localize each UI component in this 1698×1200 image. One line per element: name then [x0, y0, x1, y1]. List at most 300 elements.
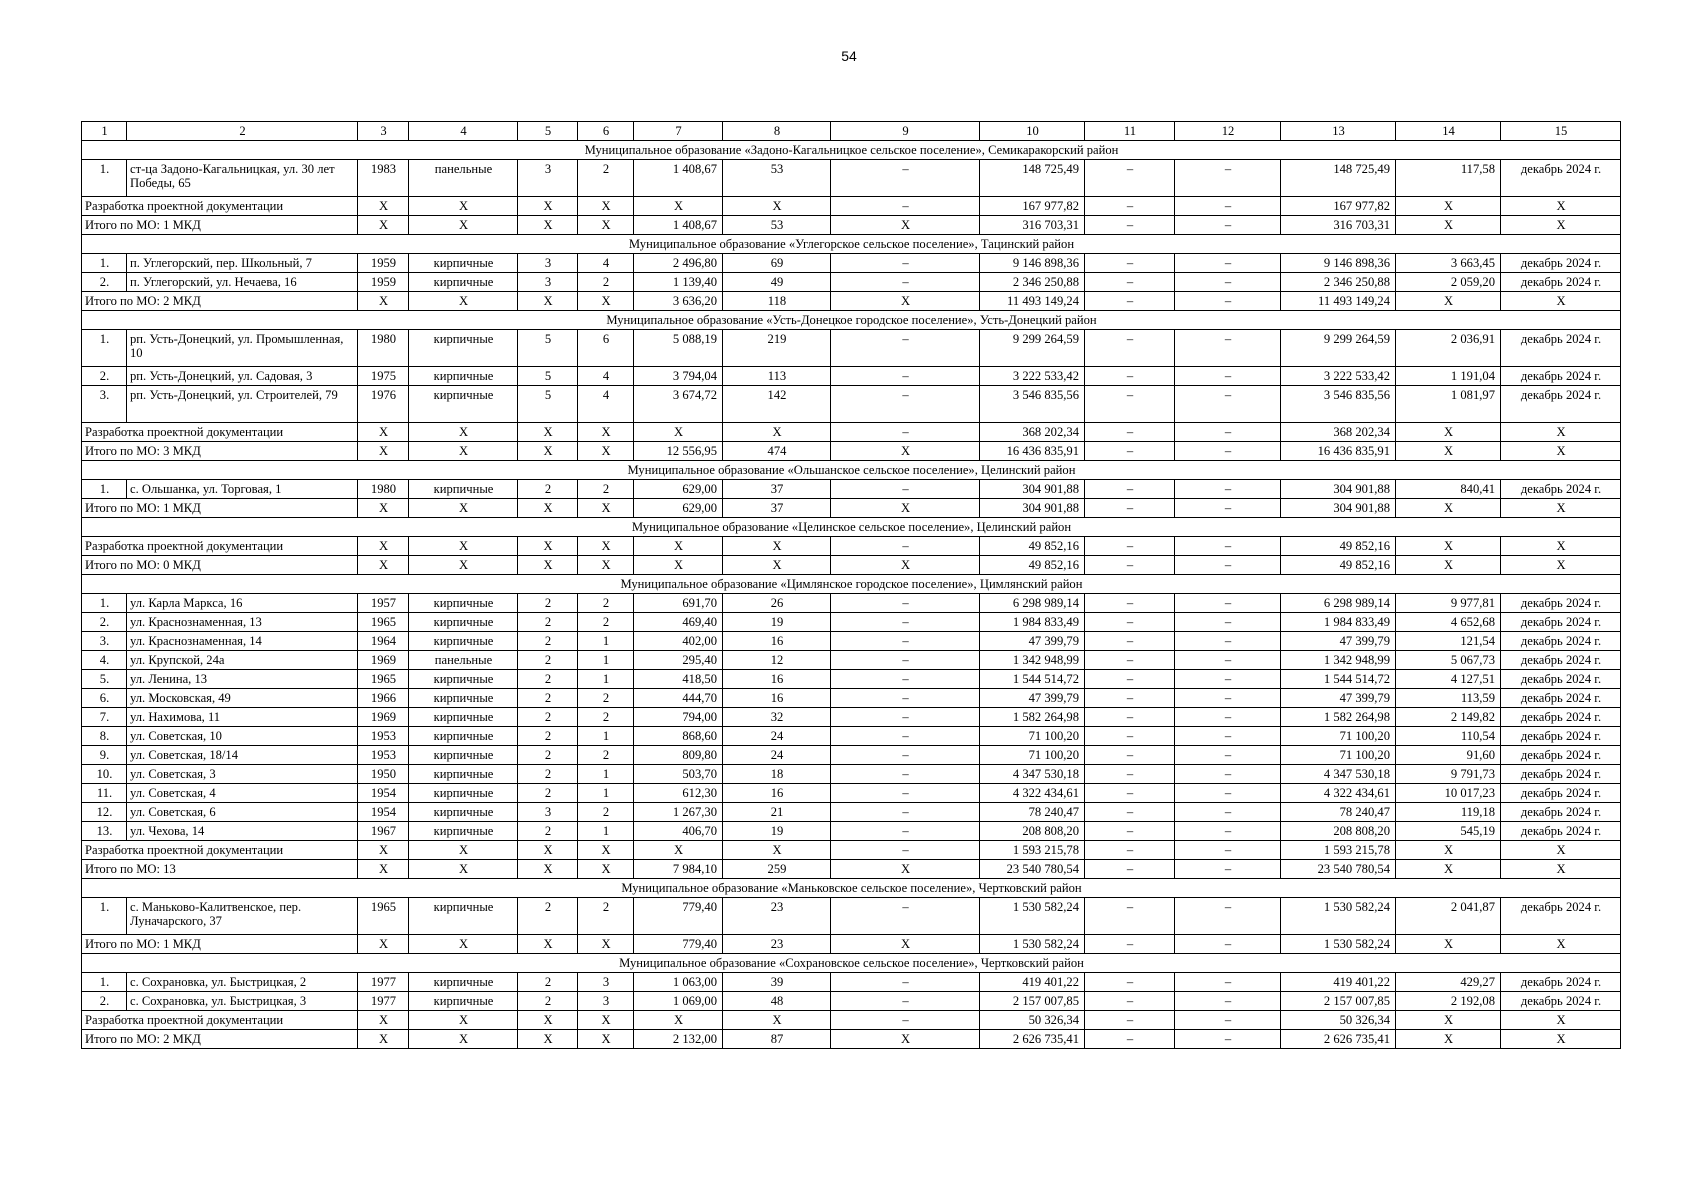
total-row: [82, 556, 1621, 575]
table-cell: –: [1085, 160, 1175, 197]
table-cell: 316 703,31: [980, 216, 1085, 235]
table-cell: –: [1175, 423, 1281, 442]
table-cell: кирпичные: [409, 708, 518, 727]
table-cell: 5: [518, 330, 578, 367]
table-cell: X: [1501, 499, 1621, 518]
table-cell: 2 626 735,41: [1281, 1030, 1396, 1049]
table-cell: –: [1085, 423, 1175, 442]
table-cell: кирпичные: [409, 822, 518, 841]
table-cell: декабрь 2024 г.: [1501, 973, 1621, 992]
table-cell: 5 088,19: [634, 330, 723, 367]
table-cell: X: [518, 860, 578, 879]
table-cell: –: [831, 841, 980, 860]
table-cell: декабрь 2024 г.: [1501, 367, 1621, 386]
column-header: 1: [82, 122, 127, 141]
table-cell: 21: [723, 803, 831, 822]
table-cell: X: [409, 860, 518, 879]
table-cell: 2 626 735,41: [980, 1030, 1085, 1049]
table-cell: 49 852,16: [980, 537, 1085, 556]
table-cell: 1 139,40: [634, 273, 723, 292]
table-cell: X: [634, 197, 723, 216]
table-cell: 208 808,20: [1281, 822, 1396, 841]
table-cell: 118: [723, 292, 831, 311]
table-cell: 37: [723, 499, 831, 518]
table-cell: –: [831, 273, 980, 292]
table-cell: X: [409, 1030, 518, 1049]
row-label: Разработка проектной документации: [82, 841, 358, 860]
column-header: 11: [1085, 122, 1175, 141]
table-cell: –: [831, 613, 980, 632]
table-cell: –: [1085, 632, 1175, 651]
table-cell: 1969: [358, 708, 409, 727]
table-cell: 16: [723, 784, 831, 803]
table-cell: –: [1175, 935, 1281, 954]
table-cell: 1 069,00: [634, 992, 723, 1011]
table-row: [82, 160, 1621, 197]
table-cell: 1965: [358, 898, 409, 935]
table-cell: 779,40: [634, 935, 723, 954]
table-cell: 18: [723, 765, 831, 784]
table-cell: 868,60: [634, 727, 723, 746]
table-cell: 368 202,34: [1281, 423, 1396, 442]
table-cell: –: [1175, 898, 1281, 935]
table-cell: –: [831, 898, 980, 935]
table-cell: 1.: [82, 898, 127, 935]
table-cell: кирпичные: [409, 992, 518, 1011]
table-cell: 5: [518, 386, 578, 423]
table-cell: 23: [723, 898, 831, 935]
column-header: 13: [1281, 122, 1396, 141]
table-cell: –: [1175, 841, 1281, 860]
table-cell: 32: [723, 708, 831, 727]
table-cell: 809,80: [634, 746, 723, 765]
table-cell: 19: [723, 613, 831, 632]
table-cell: –: [831, 822, 980, 841]
table-cell: 2: [518, 746, 578, 765]
table-cell: 119,18: [1396, 803, 1501, 822]
table-cell: 6 298 989,14: [980, 594, 1085, 613]
table-cell: декабрь 2024 г.: [1501, 765, 1621, 784]
table-cell: 4 347 530,18: [980, 765, 1085, 784]
table-cell: 304 901,88: [980, 480, 1085, 499]
table-cell: –: [1085, 651, 1175, 670]
column-header-row: [82, 122, 1621, 141]
design-docs-row: [82, 423, 1621, 442]
table-cell: 3 222 533,42: [1281, 367, 1396, 386]
table-cell: 167 977,82: [1281, 197, 1396, 216]
table-cell: 1.: [82, 480, 127, 499]
table-cell: декабрь 2024 г.: [1501, 803, 1621, 822]
section-header-row: [82, 575, 1621, 594]
table-cell: 13.: [82, 822, 127, 841]
table-cell: декабрь 2024 г.: [1501, 822, 1621, 841]
table-cell: 2: [518, 898, 578, 935]
address-cell: п. Углегорский, ул. Нечаева, 16: [127, 273, 358, 292]
table-cell: декабрь 2024 г.: [1501, 689, 1621, 708]
table-cell: –: [1175, 784, 1281, 803]
table-cell: –: [831, 480, 980, 499]
table-cell: X: [723, 537, 831, 556]
table-cell: 2: [578, 273, 634, 292]
table-cell: –: [831, 746, 980, 765]
table-cell: 304 901,88: [980, 499, 1085, 518]
table-cell: 3 546 835,56: [1281, 386, 1396, 423]
table-cell: 2: [518, 727, 578, 746]
table-cell: –: [831, 670, 980, 689]
address-cell: ул. Чехова, 14: [127, 822, 358, 841]
table-row: [82, 898, 1621, 935]
table-cell: X: [831, 499, 980, 518]
table-cell: –: [1085, 708, 1175, 727]
address-cell: рп. Усть-Донецкий, ул. Садовая, 3: [127, 367, 358, 386]
table-cell: –: [1085, 1030, 1175, 1049]
table-cell: 2: [578, 689, 634, 708]
section-header-row: [82, 879, 1621, 898]
table-cell: 87: [723, 1030, 831, 1049]
table-row: [82, 765, 1621, 784]
table-cell: 1.: [82, 330, 127, 367]
table-cell: X: [831, 935, 980, 954]
table-cell: 304 901,88: [1281, 480, 1396, 499]
table-cell: 71 100,20: [1281, 746, 1396, 765]
table-cell: 2.: [82, 992, 127, 1011]
table-cell: –: [1085, 765, 1175, 784]
table-cell: X: [578, 841, 634, 860]
table-cell: декабрь 2024 г.: [1501, 273, 1621, 292]
table-cell: 4 347 530,18: [1281, 765, 1396, 784]
column-header: 6: [578, 122, 634, 141]
table-cell: декабрь 2024 г.: [1501, 160, 1621, 197]
table-cell: –: [831, 1011, 980, 1030]
table-cell: –: [1175, 197, 1281, 216]
table-cell: 2: [578, 708, 634, 727]
table-cell: 4 322 434,61: [1281, 784, 1396, 803]
table-cell: X: [1396, 860, 1501, 879]
table-cell: 1980: [358, 480, 409, 499]
table-cell: 1: [578, 670, 634, 689]
table-cell: X: [358, 499, 409, 518]
table-cell: 1 984 833,49: [1281, 613, 1396, 632]
address-cell: ст-ца Задоно-Кагальницкая, ул. 30 лет Победы, 65: [127, 160, 358, 197]
table-cell: 2 041,87: [1396, 898, 1501, 935]
table-cell: 3: [518, 273, 578, 292]
table-cell: 219: [723, 330, 831, 367]
table-cell: –: [1175, 386, 1281, 423]
table-cell: 5.: [82, 670, 127, 689]
table-cell: –: [831, 803, 980, 822]
table-cell: 1 984 833,49: [980, 613, 1085, 632]
table-cell: 2 132,00: [634, 1030, 723, 1049]
table-cell: 1959: [358, 254, 409, 273]
table-cell: 2: [518, 992, 578, 1011]
table-cell: –: [1175, 367, 1281, 386]
total-row: [82, 860, 1621, 879]
table-cell: кирпичные: [409, 613, 518, 632]
table-cell: –: [831, 197, 980, 216]
address-cell: рп. Усть-Донецкий, ул. Строителей, 79: [127, 386, 358, 423]
total-row: [82, 442, 1621, 461]
column-header: 8: [723, 122, 831, 141]
table-cell: X: [1501, 1011, 1621, 1030]
table-cell: 53: [723, 160, 831, 197]
table-cell: 12: [723, 651, 831, 670]
table-cell: X: [358, 292, 409, 311]
table-cell: декабрь 2024 г.: [1501, 670, 1621, 689]
table-cell: X: [634, 423, 723, 442]
table-cell: 9 299 264,59: [1281, 330, 1396, 367]
table-cell: X: [358, 197, 409, 216]
column-header: 10: [980, 122, 1085, 141]
table-cell: 4 127,51: [1396, 670, 1501, 689]
table-cell: 503,70: [634, 765, 723, 784]
table-cell: 840,41: [1396, 480, 1501, 499]
table-cell: –: [1175, 499, 1281, 518]
table-cell: 2: [578, 613, 634, 632]
table-cell: X: [518, 216, 578, 235]
table-row: [82, 330, 1621, 367]
table-cell: X: [358, 216, 409, 235]
table-cell: X: [723, 841, 831, 860]
table-cell: кирпичные: [409, 330, 518, 367]
table-cell: кирпичные: [409, 727, 518, 746]
table-row: [82, 386, 1621, 423]
table-cell: –: [831, 973, 980, 992]
table-cell: –: [1085, 480, 1175, 499]
table-cell: 47 399,79: [1281, 689, 1396, 708]
address-cell: ул. Ленина, 13: [127, 670, 358, 689]
table-cell: 12 556,95: [634, 442, 723, 461]
table-cell: X: [1501, 860, 1621, 879]
column-header: 5: [518, 122, 578, 141]
address-cell: ул. Московская, 49: [127, 689, 358, 708]
table-cell: –: [831, 367, 980, 386]
table-cell: 419 401,22: [1281, 973, 1396, 992]
table-cell: декабрь 2024 г.: [1501, 254, 1621, 273]
table-cell: 1957: [358, 594, 409, 613]
table-cell: 1.: [82, 160, 127, 197]
table-cell: 78 240,47: [1281, 803, 1396, 822]
table-cell: X: [358, 442, 409, 461]
table-cell: 12.: [82, 803, 127, 822]
table-cell: –: [1085, 1011, 1175, 1030]
table-cell: декабрь 2024 г.: [1501, 708, 1621, 727]
table-cell: X: [831, 292, 980, 311]
table-cell: –: [1085, 992, 1175, 1011]
table-cell: –: [1085, 216, 1175, 235]
design-docs-row: [82, 537, 1621, 556]
table-cell: 1967: [358, 822, 409, 841]
table-cell: 91,60: [1396, 746, 1501, 765]
table-cell: 474: [723, 442, 831, 461]
table-cell: 419 401,22: [980, 973, 1085, 992]
table-cell: X: [578, 537, 634, 556]
table-cell: 2.: [82, 273, 127, 292]
table-cell: 2: [518, 822, 578, 841]
table-cell: X: [1396, 556, 1501, 575]
row-label: Итого по МО: 0 МКД: [82, 556, 358, 575]
table-cell: X: [409, 423, 518, 442]
table-row: [82, 992, 1621, 1011]
table-cell: 1: [578, 632, 634, 651]
table-cell: X: [1501, 537, 1621, 556]
table-row: [82, 651, 1621, 670]
table-cell: 49: [723, 273, 831, 292]
housing-repair-table: [81, 121, 1621, 1049]
section-title: Муниципальное образование «Задоно-Кагальницкое сельское поселение», Семикаракорский район: [82, 141, 1621, 160]
table-cell: 71 100,20: [980, 746, 1085, 765]
table-row: [82, 613, 1621, 632]
table-cell: 2 059,20: [1396, 273, 1501, 292]
table-cell: 7 984,10: [634, 860, 723, 879]
table-cell: –: [1085, 973, 1175, 992]
table-cell: 2: [518, 651, 578, 670]
column-header: 12: [1175, 122, 1281, 141]
table-cell: кирпичные: [409, 386, 518, 423]
address-cell: рп. Усть-Донецкий, ул. Промышленная, 10: [127, 330, 358, 367]
table-cell: декабрь 2024 г.: [1501, 898, 1621, 935]
table-row: [82, 670, 1621, 689]
table-cell: –: [1175, 254, 1281, 273]
table-cell: 2 346 250,88: [1281, 273, 1396, 292]
table-cell: 3 636,20: [634, 292, 723, 311]
table-cell: X: [831, 442, 980, 461]
table-cell: –: [1175, 727, 1281, 746]
table-cell: 117,58: [1396, 160, 1501, 197]
table-cell: –: [1085, 556, 1175, 575]
table-cell: –: [1085, 254, 1175, 273]
table-cell: –: [831, 386, 980, 423]
address-cell: ул. Крупской, 24а: [127, 651, 358, 670]
table-cell: X: [1501, 442, 1621, 461]
table-cell: 3 674,72: [634, 386, 723, 423]
table-cell: X: [358, 935, 409, 954]
table-row: [82, 784, 1621, 803]
address-cell: ул. Советская, 18/14: [127, 746, 358, 765]
table-cell: 9.: [82, 746, 127, 765]
table-cell: 11.: [82, 784, 127, 803]
table-cell: 1.: [82, 973, 127, 992]
table-cell: –: [1175, 330, 1281, 367]
table-cell: 1964: [358, 632, 409, 651]
address-cell: с. Ольшанка, ул. Торговая, 1: [127, 480, 358, 499]
table-cell: –: [1085, 499, 1175, 518]
table-cell: 402,00: [634, 632, 723, 651]
table-cell: 1954: [358, 803, 409, 822]
table-cell: –: [1175, 632, 1281, 651]
table-cell: 316 703,31: [1281, 216, 1396, 235]
table-cell: X: [831, 860, 980, 879]
table-cell: 9 299 264,59: [980, 330, 1085, 367]
table-cell: –: [1175, 860, 1281, 879]
table-cell: –: [831, 784, 980, 803]
table-cell: –: [831, 651, 980, 670]
table-cell: 16: [723, 689, 831, 708]
table-cell: X: [1501, 841, 1621, 860]
table-cell: 49 852,16: [1281, 537, 1396, 556]
row-label: Итого по МО: 13: [82, 860, 358, 879]
table-cell: 406,70: [634, 822, 723, 841]
table-cell: –: [1085, 273, 1175, 292]
section-header-row: [82, 518, 1621, 537]
table-cell: 10.: [82, 765, 127, 784]
table-cell: 24: [723, 727, 831, 746]
column-header: 4: [409, 122, 518, 141]
table-cell: –: [1085, 386, 1175, 423]
table-cell: 2: [518, 765, 578, 784]
table-cell: –: [1085, 537, 1175, 556]
table-cell: –: [1175, 556, 1281, 575]
table-row: [82, 973, 1621, 992]
table-cell: X: [1501, 216, 1621, 235]
table-cell: 1 530 582,24: [980, 898, 1085, 935]
row-label: Разработка проектной документации: [82, 537, 358, 556]
table-cell: 11 493 149,24: [980, 292, 1085, 311]
table-cell: 11 493 149,24: [1281, 292, 1396, 311]
table-cell: 3: [578, 973, 634, 992]
table-cell: –: [1085, 613, 1175, 632]
address-cell: с. Маньково-Калитвенское, пер. Луначарского, 37: [127, 898, 358, 935]
table-cell: X: [634, 537, 723, 556]
table-cell: 368 202,34: [980, 423, 1085, 442]
table-cell: панельные: [409, 160, 518, 197]
table-cell: X: [1396, 423, 1501, 442]
table-cell: 2 346 250,88: [980, 273, 1085, 292]
table-cell: X: [409, 537, 518, 556]
table-cell: X: [518, 1011, 578, 1030]
table-cell: 2: [518, 594, 578, 613]
address-cell: ул. Краснознаменная, 14: [127, 632, 358, 651]
table-cell: X: [723, 556, 831, 575]
table-cell: 1977: [358, 973, 409, 992]
table-cell: 1 530 582,24: [1281, 898, 1396, 935]
table-cell: кирпичные: [409, 594, 518, 613]
table-cell: X: [409, 292, 518, 311]
table-row: [82, 689, 1621, 708]
table-cell: 1950: [358, 765, 409, 784]
total-row: [82, 499, 1621, 518]
table-cell: 1975: [358, 367, 409, 386]
table-cell: 444,70: [634, 689, 723, 708]
table-cell: X: [1396, 537, 1501, 556]
table-cell: 71 100,20: [1281, 727, 1396, 746]
address-cell: ул. Карла Маркса, 16: [127, 594, 358, 613]
address-cell: ул. Советская, 6: [127, 803, 358, 822]
table-cell: 3: [578, 992, 634, 1011]
table-cell: X: [518, 537, 578, 556]
table-cell: 6 298 989,14: [1281, 594, 1396, 613]
section-title: Муниципальное образование «Маньковское сельское поселение», Чертковский район: [82, 879, 1621, 898]
table-cell: 4: [578, 254, 634, 273]
table-cell: 2: [518, 632, 578, 651]
table-cell: X: [518, 1030, 578, 1049]
table-cell: 5: [518, 367, 578, 386]
table-cell: 23: [723, 935, 831, 954]
table-cell: –: [1085, 841, 1175, 860]
table-cell: 26: [723, 594, 831, 613]
table-cell: X: [409, 216, 518, 235]
page-number: 54: [841, 48, 857, 64]
section-title: Муниципальное образование «Ольшанское сельское поселение», Целинский район: [82, 461, 1621, 480]
row-label: Итого по МО: 1 МКД: [82, 935, 358, 954]
table-cell: –: [1085, 292, 1175, 311]
table-cell: –: [831, 765, 980, 784]
table-cell: X: [578, 216, 634, 235]
table-cell: 16 436 835,91: [980, 442, 1085, 461]
table-cell: X: [1501, 935, 1621, 954]
table-cell: 2 192,08: [1396, 992, 1501, 1011]
table-cell: 1965: [358, 613, 409, 632]
table-cell: 259: [723, 860, 831, 879]
